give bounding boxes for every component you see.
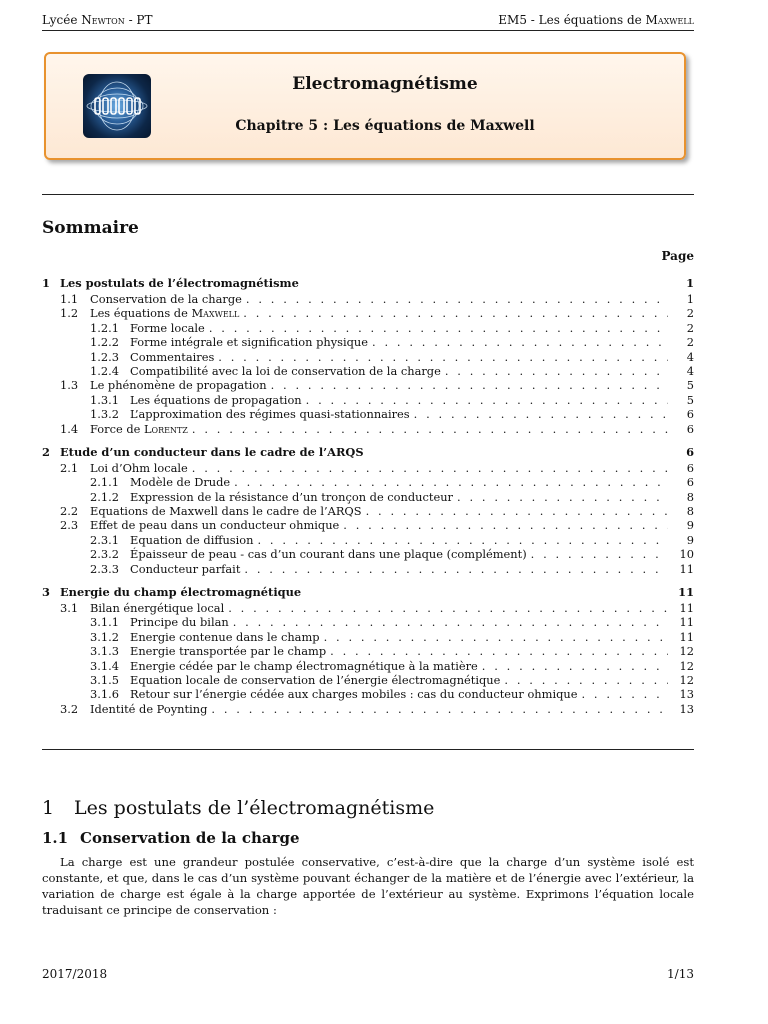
title-box: [44, 52, 686, 160]
toc-dot-leader: [324, 630, 668, 644]
toc-section-entry[interactable]: [42, 585, 694, 601]
header-chapter-name: Maxwell: [645, 13, 694, 27]
toc-entry-title: Forme locale: [130, 320, 205, 335]
toc-entry-page: 11: [679, 629, 694, 644]
header-school-prefix: Lycée: [42, 13, 82, 27]
toc-entry-page: 4: [686, 349, 694, 364]
toc-subsubsection-entry[interactable]: [42, 475, 694, 489]
toc-entry-title: Compatibilité avec la loi de conservation de la charge: [130, 363, 441, 378]
toc-entry-title: Modèle de Drude: [130, 475, 231, 490]
toc-entry-page: 4: [686, 363, 694, 378]
toc-section-entry[interactable]: [42, 445, 694, 461]
toc-bottom-rule: [42, 749, 694, 750]
toc-dot-leader: [504, 673, 668, 687]
toc-entry-title: Equation locale de conservation de l’énergie électromagnétique: [130, 672, 501, 687]
toc-dot-leader: [343, 518, 668, 532]
footer-year: 2017/2018: [42, 967, 108, 981]
toc-subsubsection-entry[interactable]: [42, 673, 694, 687]
toc-subsection-entry[interactable]: [42, 306, 694, 320]
toc-entry-number: 1.3.1: [90, 392, 119, 407]
toc-entry-page: 10: [679, 547, 694, 562]
body-paragraph: La charge est une grandeur postulée conservative, c’est-à-dire que la charge d’un système isolé est constante, et que, dans le cas d’un système pouvant échanger de la matière et de l’énergie avec l’extérieur, la variation de charge est égale à la charge apportée de l’extérieur au système. Exprimons l’équation locale traduisant ce principe de conservation :: [42, 855, 694, 917]
toc-entry-number: 3.1.6: [90, 687, 119, 702]
toc-section-entry[interactable]: [42, 276, 694, 292]
toc-entry-title: Forme intégrale et signification physique: [130, 335, 368, 350]
toc-top-rule: [42, 194, 694, 195]
toc-entry-title: Effet de peau dans un conducteur ohmique: [90, 518, 340, 533]
toc-subsection-entry[interactable]: [42, 702, 694, 716]
toc-subsection-entry[interactable]: [42, 461, 694, 475]
section-number: 1: [42, 797, 55, 819]
toc-entry-page: 2: [686, 335, 694, 350]
toc-entry-number: 2.2: [60, 504, 79, 519]
toc-entry-number: 3.2: [60, 701, 79, 716]
toc-dot-leader: [271, 378, 668, 392]
toc-dot-leader: [244, 562, 668, 576]
toc-entry-title: Energie du champ électromagnétique: [60, 585, 302, 600]
toc-subsection-entry[interactable]: [42, 378, 694, 392]
toc-subsubsection-entry[interactable]: [42, 490, 694, 504]
toc-dot-leader: [372, 335, 668, 349]
toc-entry-page: 13: [679, 701, 694, 716]
toc-entry-page: 11: [678, 585, 694, 600]
toc-entry-title: Conducteur parfait: [130, 561, 241, 576]
toc-entry-number: 3.1: [60, 601, 79, 616]
header-right: [498, 13, 694, 27]
toc-dot-leader: [457, 490, 668, 504]
toc-page-label: Page: [661, 249, 694, 263]
toc-entry-page: 6: [686, 421, 694, 436]
toc-dot-leader: [211, 702, 668, 716]
toc-subsubsection-entry[interactable]: [42, 644, 694, 658]
toc-dot-leader: [482, 659, 668, 673]
toc-subsection-entry[interactable]: [42, 504, 694, 518]
toc-subsection-entry[interactable]: [42, 518, 694, 532]
toc-entry-number: 3.1.2: [90, 629, 119, 644]
toc-entry-page: 1: [686, 292, 694, 306]
toc-entry-title: Loi d’Ohm locale: [90, 460, 188, 475]
toc-entry-title: Identité de Poynting: [90, 701, 208, 716]
toc-entry-page: 12: [679, 672, 694, 687]
toc-entry-title: L’approximation des régimes quasi-stationnaires: [130, 407, 410, 422]
toc-subsubsection-entry[interactable]: [42, 547, 694, 561]
toc-subsection-entry[interactable]: [42, 292, 694, 306]
toc-subsubsection-entry[interactable]: [42, 687, 694, 701]
subsection-title: Conservation de la charge: [80, 829, 300, 847]
toc-dot-leader: [192, 461, 668, 475]
toc-subsection-entry[interactable]: [42, 601, 694, 615]
toc-entry-number: 1.4: [60, 421, 79, 436]
toc-entry-number: 2.3.1: [90, 532, 119, 547]
toc-dot-leader: [243, 306, 668, 320]
toc-entry-page: 2: [686, 306, 694, 321]
toc-entry-title: Force de Lorentz: [90, 421, 188, 436]
toc-entry-number: 3.1.3: [90, 644, 119, 659]
toc-entry-title: Conservation de la charge: [90, 292, 242, 306]
toc-entry-page: 11: [679, 615, 694, 630]
toc-dot-leader: [531, 547, 668, 561]
toc-dot-leader: [228, 601, 668, 615]
toc-entry-title: Energie contenue dans le champ: [130, 629, 320, 644]
toc-entry-page: 11: [679, 561, 694, 576]
subsection-heading: [42, 829, 300, 847]
toc-dot-leader: [581, 687, 668, 701]
toc-entry-page: 6: [686, 407, 694, 422]
toc-entry-number: 1: [42, 276, 50, 290]
toc-entry-page: 5: [686, 378, 694, 393]
toc-entry-page: 1: [686, 276, 694, 290]
toc-subsubsection-entry[interactable]: [42, 364, 694, 378]
toc-entry-title: Principe du bilan: [130, 615, 229, 630]
toc-entry-number: 2.1.1: [90, 475, 119, 490]
toc-entry-title: Bilan énergétique local: [90, 601, 225, 616]
footer-page-number: 1/13: [667, 967, 694, 981]
toc-subsubsection-entry[interactable]: [42, 615, 694, 629]
toc-entry-page: 6: [686, 460, 694, 475]
toc-entry-title: Commentaires: [130, 349, 215, 364]
toc-dot-leader: [445, 364, 668, 378]
toc-dot-leader: [330, 644, 668, 658]
toc-entry-title: Equation de diffusion: [130, 532, 254, 547]
toc-entry-page: 8: [686, 489, 694, 504]
toc-dot-leader: [257, 533, 668, 547]
toc-entry-number: 3.1.5: [90, 672, 119, 687]
toc-entry-number: 3.1.1: [90, 615, 119, 630]
toc-entry-title: Equations de Maxwell dans le cadre de l’ARQS: [90, 504, 362, 519]
toc-entry-title: Expression de la résistance d’un tronçon de conducteur: [130, 489, 453, 504]
toc-entry-page: 9: [686, 518, 694, 533]
toc-entry-page: 2: [686, 320, 694, 335]
toc-subsubsection-entry[interactable]: [42, 630, 694, 644]
header-class: - PT: [124, 13, 153, 27]
subsection-number: 1.1: [42, 829, 69, 847]
header-school-name: Newton: [81, 13, 125, 27]
toc-dot-leader: [233, 615, 668, 629]
toc-entry-page: 9: [686, 532, 694, 547]
toc-entry-page: 12: [679, 644, 694, 659]
toc-entry-page: 8: [686, 504, 694, 519]
toc-entry-page: 12: [679, 658, 694, 673]
toc-entry-title: Les postulats de l’électromagnétisme: [60, 276, 299, 290]
toc-dot-leader: [246, 292, 668, 306]
toc-entry-number: 1.3: [60, 378, 79, 393]
toc-subsubsection-entry[interactable]: [42, 321, 694, 335]
toc-entry-number: 2.1.2: [90, 489, 119, 504]
toc-entry-number: 1.2.4: [90, 363, 119, 378]
header-rule: [42, 30, 694, 31]
toc-entry-number: 2.3: [60, 518, 79, 533]
toc-subsubsection-entry[interactable]: [42, 393, 694, 407]
toc-entry-number: 1.2.3: [90, 349, 119, 364]
toc-entry-number: 1.2.1: [90, 320, 119, 335]
toc-entry-title: Les équations de Maxwell: [90, 306, 240, 321]
toc-entry-page: 11: [679, 601, 694, 616]
toc-dot-leader: [209, 321, 668, 335]
toc-subsubsection-entry[interactable]: [42, 350, 694, 364]
toc-entry-number: 2.3.2: [90, 547, 119, 562]
chapter-subtitle: Chapitre 5 : Les équations de Maxwell: [235, 118, 535, 134]
toc-entry-title: Retour sur l’énergie cédée aux charges mobiles : cas du conducteur ohmique: [130, 687, 578, 702]
toc-dot-leader: [218, 350, 668, 364]
toc-entry-title: Le phénomène de propagation: [90, 378, 267, 393]
toc-entry-number: 3.1.4: [90, 658, 119, 673]
toc-dot-leader: [414, 407, 668, 421]
toc-subsection-entry[interactable]: [42, 422, 694, 436]
header-left: [42, 13, 153, 27]
toc-entry-page: 6: [686, 444, 694, 459]
toc-dot-leader: [234, 475, 668, 489]
toc-entry-title: Etude d’un conducteur dans le cadre de l’ARQS: [60, 444, 364, 459]
toc-entry-number: 1.1: [60, 292, 79, 306]
toc-entry-number: 1.3.2: [90, 407, 119, 422]
toc-subsubsection-entry[interactable]: [42, 335, 694, 349]
toc-heading: Sommaire: [42, 218, 139, 238]
toc-dot-leader: [366, 504, 668, 518]
toc-entry-page: 5: [686, 392, 694, 407]
toc-entry-title: Energie transportée par le champ: [130, 644, 327, 659]
toc-entry-number: 3: [42, 585, 50, 600]
toc-subsubsection-entry[interactable]: [42, 562, 694, 576]
document-title: Electromagnétisme: [292, 74, 478, 94]
toc-subsubsection-entry[interactable]: [42, 533, 694, 547]
toc-entry-title: Energie cédée par le champ électromagnétique à la matière: [130, 658, 478, 673]
toc-entry-number: 2: [42, 444, 50, 459]
header-chapter-prefix: EM5 - Les équations de: [498, 13, 646, 27]
toc-entry-title: Épaisseur de peau - cas d’un courant dans une plaque (complément): [130, 547, 527, 562]
toc-subsubsection-entry[interactable]: [42, 407, 694, 421]
toc-entry-page: 6: [686, 475, 694, 490]
toc-entry-number: 2.3.3: [90, 561, 119, 576]
toc-entry-title: Les équations de propagation: [130, 392, 302, 407]
toc-entry-page: 13: [679, 687, 694, 702]
toc-dot-leader: [306, 393, 668, 407]
section-title: Les postulats de l’électromagnétisme: [74, 797, 435, 819]
toc-entry-number: 1.2.2: [90, 335, 119, 350]
toc-subsubsection-entry[interactable]: [42, 659, 694, 673]
toc-dot-leader: [192, 422, 668, 436]
table-of-contents: [42, 276, 694, 716]
toc-entry-number: 2.1: [60, 460, 79, 475]
section-heading: [42, 797, 434, 819]
toc-entry-number: 1.2: [60, 306, 79, 321]
